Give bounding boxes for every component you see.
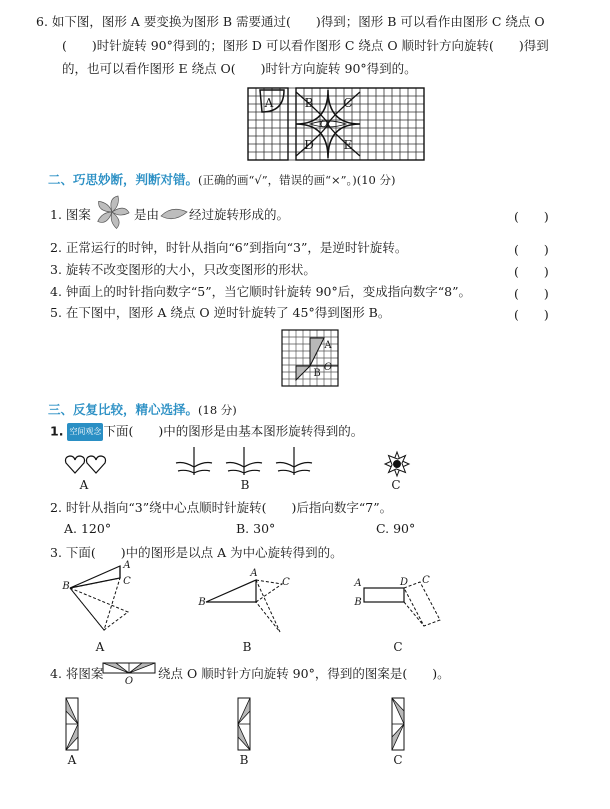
s3-q3-c-label-d: D — [399, 577, 409, 588]
s2-item1-a: 1. 图案 — [50, 207, 91, 222]
s3-q3-b-label-a: A — [250, 568, 258, 579]
q6-label-o: O — [319, 119, 329, 130]
s3-q1-num: 1. — [50, 423, 64, 439]
q6-label-d: D — [304, 138, 314, 152]
s3-q3-a-label-c: C — [123, 576, 131, 587]
q6-label-b: B — [304, 96, 314, 110]
s3-q1-option-c[interactable]: C — [391, 478, 401, 492]
spatial-concept-tag: 空间观念 — [67, 423, 103, 441]
s3-q1-option-b[interactable]: B — [240, 478, 250, 492]
s3-q2: 2. 时针从指向“3”绕中心点顺时针旋转( )后指向数字“7”。 — [50, 500, 393, 515]
pinwheel-icon — [94, 194, 130, 230]
q6-label-a: A — [264, 96, 274, 110]
s2-item1-answer[interactable]: ( ) — [514, 209, 549, 224]
s2-item4: 4. 钟面上的时针指向数字“5”，当它顺时针旋转 90°后，变成指向数字“8”。 — [50, 284, 471, 299]
section3-title — [48, 402, 237, 418]
q6-line3: 的，也可以看作图形 E 绕点 O( )时针方向旋转 90°得到的。 — [62, 61, 417, 76]
q6-label-e: E — [343, 138, 353, 152]
s3-q3-c-label-c: C — [422, 575, 430, 586]
s3-q1-option-a[interactable]: A — [79, 478, 89, 492]
leaf-icon — [160, 207, 188, 223]
s2-fig-label-b: B — [313, 368, 321, 379]
s3-q4-b: 绕点 O 顺时针方向旋转 90°，得到的图案是( )。 — [158, 666, 450, 681]
s2-item2-answer[interactable]: ( ) — [514, 242, 549, 257]
s2-item4-answer[interactable]: ( ) — [514, 286, 549, 301]
s2-item5-answer[interactable]: ( ) — [514, 307, 549, 322]
s3-q1-text: 下面( )中的图形是由基本图形旋转得到的。 — [103, 423, 364, 439]
section2-subtitle: (正确的画“√”，错误的画“×”。)(10 分) — [198, 173, 396, 187]
q6-line1: 6. 如下图，图形 A 要变换为图形 B 需要通过( )得到；图形 B 可以看作由图形 C 绕点 O — [36, 14, 545, 29]
s3-q3-b-label-c: C — [282, 577, 290, 588]
s3-q4-option-a[interactable]: A — [67, 753, 77, 767]
s2-fig-label-a: A — [324, 340, 332, 351]
s3-q3-option-c[interactable]: C — [393, 640, 403, 654]
s3-q1-option-a-figure — [64, 455, 110, 475]
s3-q1-option-b-figure — [174, 445, 324, 479]
s2-item2: 2. 正常运行的时钟，时针从指向“6”到指向“3”，是逆时针旋转。 — [50, 240, 408, 255]
section3-title-text: 三、反复比较，精心选择。 — [48, 402, 199, 417]
s3-q3-c-label-a: A — [354, 578, 362, 589]
section2-title — [48, 172, 395, 188]
section3-subtitle: (18 分) — [198, 403, 237, 417]
s3-q3-b-label-b: B — [198, 597, 206, 608]
s3-q2-option-b[interactable]: B. 30° — [236, 521, 276, 536]
s2-item1-b: 是由 — [134, 207, 160, 222]
q6-line2: ( )时针旋转 90°得到的；图形 D 可以看作图形 C 绕点 O 顺时针方向旋转( )得到 — [62, 38, 549, 53]
s2-item3-answer[interactable]: ( ) — [514, 264, 549, 279]
q6-label-c: C — [343, 96, 353, 110]
s3-q4-option-c[interactable]: C — [393, 753, 403, 767]
s3-q4-o-label: O — [124, 676, 134, 687]
s2-fig-label-o: O — [323, 362, 333, 373]
s3-q3: 3. 下面( )中的图形是以点 A 为中心旋转得到的。 — [50, 545, 343, 560]
s3-q1 — [50, 423, 363, 441]
section2-title-text: 二、巧思妙断，判断对错。 — [48, 172, 199, 187]
s3-q3-c-label-b: B — [354, 597, 362, 608]
s3-q4-a: 4. 将图案 — [50, 666, 104, 681]
s3-q4-option-b[interactable]: B — [239, 753, 249, 767]
s2-item3: 3. 旋转不改变图形的大小，只改变图形的形状。 — [50, 262, 316, 277]
s3-q3-option-a[interactable]: A — [95, 640, 105, 654]
s3-q3-a-label-a: A — [123, 560, 131, 571]
s3-q3-a-label-b: B — [62, 581, 70, 592]
s2-item1-c: 经过旋转形成的。 — [189, 207, 290, 222]
s2-item5: 5. 在下图中，图形 A 绕点 O 逆时针旋转了 45°得到图形 B。 — [50, 305, 391, 320]
s3-q3-option-b[interactable]: B — [242, 640, 252, 654]
s3-q2-option-a[interactable]: A. 120° — [64, 521, 112, 536]
s3-q1-option-c-figure — [384, 451, 410, 477]
s3-q2-option-c[interactable]: C. 90° — [376, 521, 416, 536]
